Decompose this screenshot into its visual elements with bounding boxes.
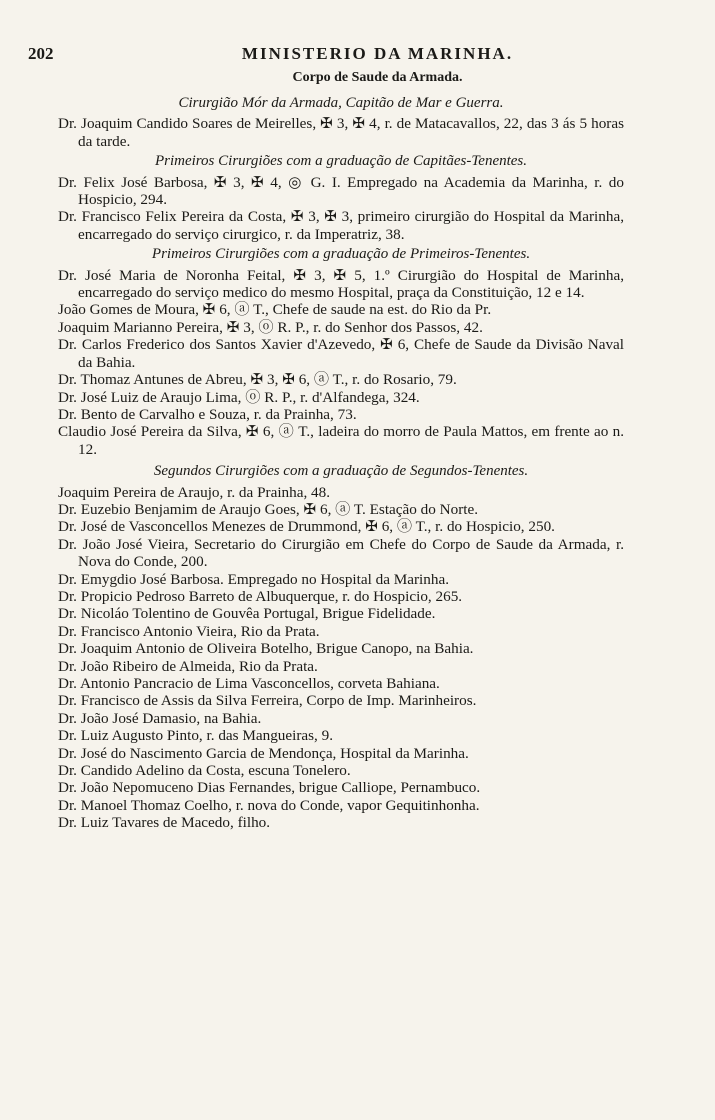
section-heading: Segundos Cirurgiões com a graduação de Segundos-Tenentes. bbox=[153, 463, 529, 480]
entry: Dr. Francisco Antonio Vieira, Rio da Prata. bbox=[58, 622, 320, 640]
subtitle: Corpo de Saude da Armada. bbox=[292, 70, 463, 85]
entry: Dr. José do Nascimento Garcia de Mendonça, Hospital da Marinha. bbox=[58, 744, 469, 762]
entry: Dr. Propicio Pedroso Barreto de Albuquerque, r. do Hospicio, 265. bbox=[58, 587, 463, 605]
entry: Dr. Euzebio Benjamim de Araujo Goes, ✠ 6, ⓐ T. Estação do Norte. bbox=[58, 500, 479, 518]
entry: Dr. Bento de Carvalho e Souza, r. da Prainha, 73. bbox=[58, 405, 357, 423]
entry: Dr. José Maria de Noronha Feital, ✠ 3, ✠ 5, 1.º Cirurgião do Hospital de Marinha, encarregado do serviço medico do mesmo Hospital, praça da Constituição, 12 e 14. bbox=[58, 266, 624, 302]
entry: João Gomes de Moura, ✠ 6, ⓐ T., Chefe de saude na est. do Rio da Pr. bbox=[58, 301, 492, 319]
entry: Dr. Luiz Augusto Pinto, r. das Mangueiras, 9. bbox=[58, 727, 334, 745]
entry: Dr. Felix José Barbosa, ✠ 3, ✠ 4, ◎ G. I. Empregado na Academia da Marinha, r. do Hospicio, 294. bbox=[58, 173, 624, 209]
entry: Dr. Joaquim Antonio de Oliveira Botelho, Brigue Canopo, na Bahia. bbox=[58, 640, 474, 658]
entry: Dr. Francisco Felix Pereira da Costa, ✠ 3, ✠ 3, primeiro cirurgião do Hospital da Marinha, encarregado do serviço cirurgico, r. da Imperatriz, 38. bbox=[58, 208, 624, 243]
section-heading: Primeiros Cirurgiões com a graduação de Capitães-Tenentes. bbox=[154, 153, 528, 170]
section-heading: Primeiros Cirurgiões com a graduação de Primeiros-Tenentes. bbox=[151, 246, 531, 263]
entry: Dr. José Luiz de Araujo Lima, ⓞ R. P., r. d'Alfandega, 324. bbox=[58, 388, 420, 406]
entry: Dr. Antonio Pancracio de Lima Vasconcellos, corveta Bahiana. bbox=[58, 675, 440, 692]
entry: Dr. Thomaz Antunes de Abreu, ✠ 3, ✠ 6, ⓐ T., r. do Rosario, 79. bbox=[58, 371, 457, 389]
page-number: 202 bbox=[28, 44, 54, 63]
entry: Dr. José de Vasconcellos Menezes de Drummond, ✠ 6, ⓐ T., r. do Hospicio, 250. bbox=[58, 518, 555, 536]
entry: Claudio José Pereira da Silva, ✠ 6, ⓐ T., ladeira do morro de Paula Mattos, em frente ao n. 12. bbox=[58, 423, 624, 458]
entry: Dr. João José Vieira, Secretario do Cirurgião em Chefe do Corpo de Saude da Armada, r. Nova do Conde, 200. bbox=[58, 535, 624, 571]
section-heading: Cirurgião Mór da Armada, Capitão de Mar e Guerra. bbox=[178, 95, 504, 111]
running-head: MINISTERIO DA MARINHA. bbox=[241, 44, 514, 63]
entry: Dr. Carlos Frederico dos Santos Xavier d'Azevedo, ✠ 6, Chefe de Saude da Divisão Naval da Bahia. bbox=[58, 336, 624, 371]
entry: Joaquim Pereira de Araujo, r. da Prainha, 48. bbox=[58, 483, 331, 501]
content bbox=[58, 92, 624, 832]
entry: Dr. Manoel Thomaz Coelho, r. nova do Conde, vapor Gequitinhonha. bbox=[58, 796, 480, 814]
entry: Dr. João Nepomuceno Dias Fernandes, brigue Calliope, Pernambuco. bbox=[58, 779, 481, 797]
entry: Dr. Emygdio José Barbosa. Empregado no Hospital da Marinha. bbox=[58, 570, 450, 588]
entry: Dr. Nicoláo Tolentino de Gouvêa Portugal, Brigue Fidelidade. bbox=[58, 605, 436, 623]
entry: Dr. Candido Adelino da Costa, escuna Tonelero. bbox=[58, 762, 351, 780]
entry: Dr. Luiz Tavares de Macedo, filho. bbox=[58, 814, 271, 832]
entry: Dr. Francisco de Assis da Silva Ferreira, Corpo de Imp. Marinheiros. bbox=[58, 692, 477, 710]
entry: Dr. João Ribeiro de Almeida, Rio da Prata. bbox=[58, 657, 318, 675]
entry: Dr. João José Damasio, na Bahia. bbox=[58, 709, 262, 727]
entry: Dr. Joaquim Candido Soares de Meirelles, ✠ 3, ✠ 4, r. de Matacavallos, 22, das 3 ás 5 horas da tarde. bbox=[58, 115, 624, 150]
entry: Joaquim Marianno Pereira, ✠ 3, ⓞ R. P., r. do Senhor dos Passos, 42. bbox=[58, 318, 483, 336]
